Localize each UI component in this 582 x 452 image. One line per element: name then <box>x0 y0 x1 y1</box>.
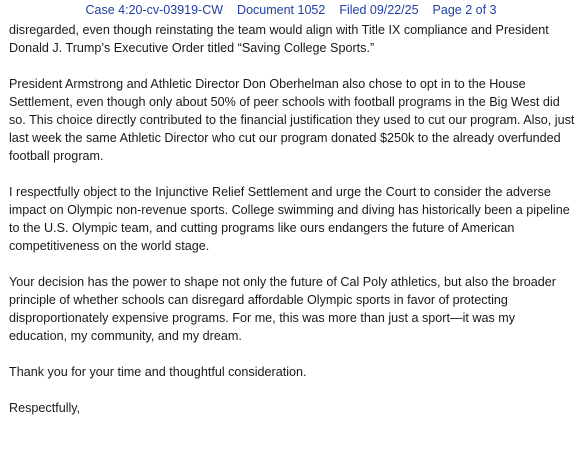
paragraph-thanks: Thank you for your time and thoughtful consideration. <box>9 365 307 379</box>
filed-date: Filed 09/22/25 <box>339 3 419 17</box>
paragraph-decision: Your decision has the power to shape not only the future of Cal Poly athletics, but also the broader principle of whether schools can disregard affordable Olympic sports in favor of protecting disproportionately expensive programs. For me, this was more than just a sport—it was my education, my community, and my dream. <box>9 275 557 343</box>
document-number: Document 1052 <box>237 3 326 17</box>
paragraph-house-settlement: President Armstrong and Athletic Director Don Oberhelman also chose to opt in to the House Settlement, even though only about 50% of peer schools with football programs in the Big West did so. This choice directly contributed to the financial justification they used to cut our program. Also, just last week the same Athletic Director who cut our program donated $250k to the already overfunded football program. <box>9 77 575 163</box>
paragraph-objection: I respectfully object to the Injunctive Relief Settlement and urge the Court to consider the adverse impact on Olympic non-revenue sports. College swimming and diving has historically been a pipeline to the U.S. Olympic team, and cutting programs like ours endangers the future of American competitiveness on the world stage. <box>9 185 570 253</box>
closing-salutation: Respectfully, <box>9 401 81 415</box>
case-number: Case 4:20-cv-03919-CW <box>85 3 224 17</box>
page-header <box>0 2 582 18</box>
document-body <box>9 21 575 435</box>
page-number: Page 2 of 3 <box>432 3 497 17</box>
paragraph-continuation: disregarded, even though reinstating the team would align with Title IX compliance and President Donald J. Trump’s Executive Order titled “Saving College Sports.” <box>9 23 549 55</box>
